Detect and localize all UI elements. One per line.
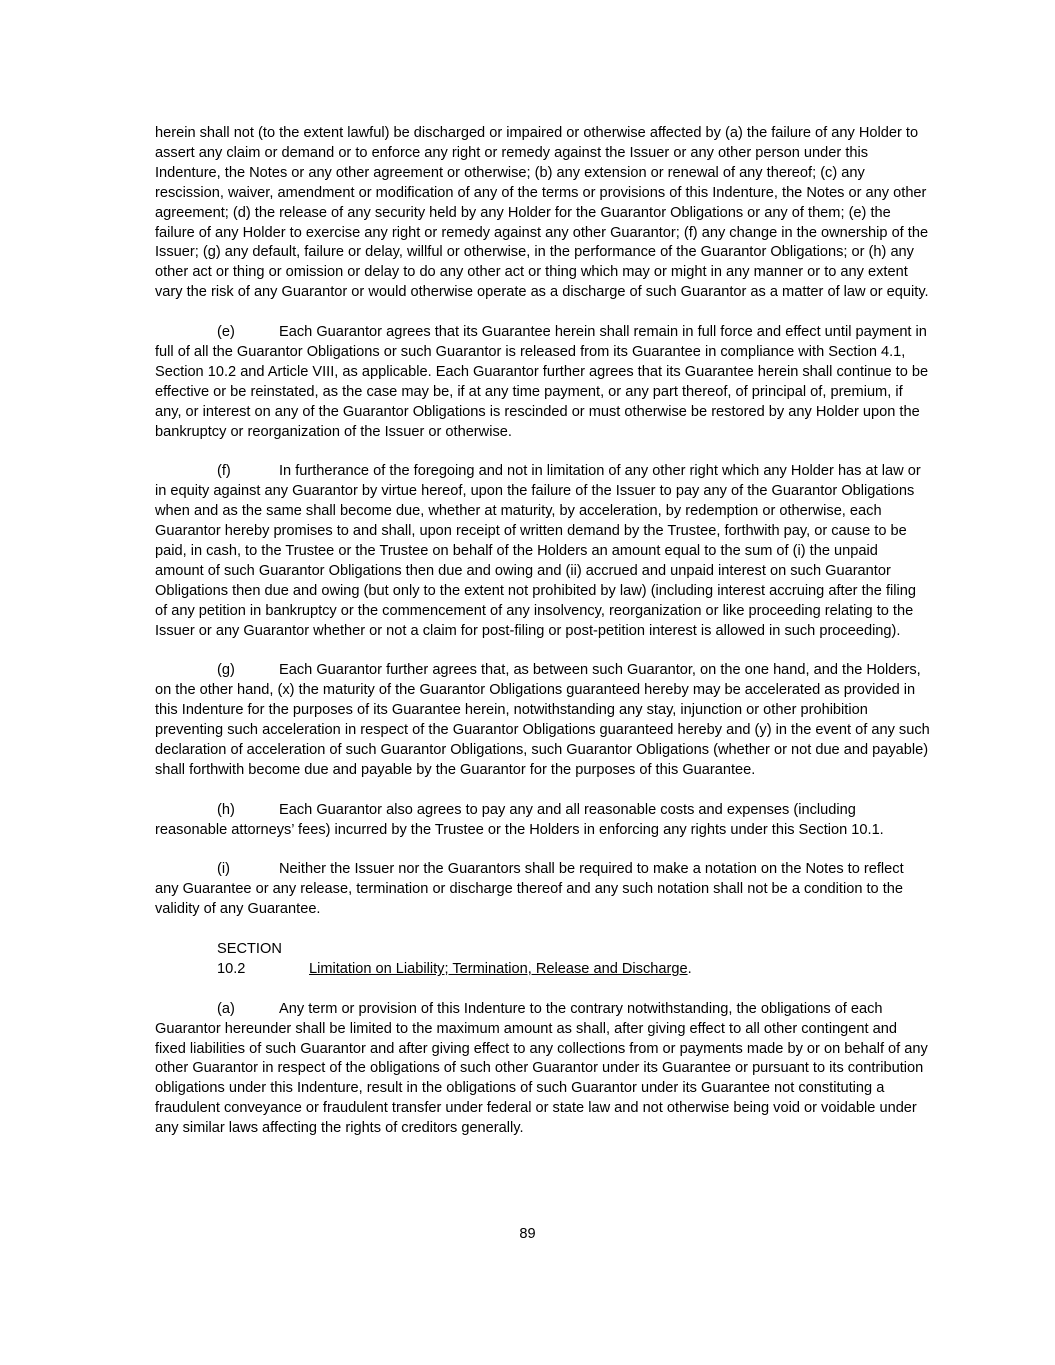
paragraph-number: (e) (217, 324, 235, 341)
paragraph-i (155, 860, 930, 920)
paragraph-text: Each Guarantor agrees that its Guarantee herein shall remain in full force and effect until payment in full of all the Guarantor Obligations or such Guarantor is released from its Guarantee in compliance with Section 4.1, Section 10.2 and Article VIII, as applicable. Each Guarantor further agrees that its Guarantee herein shall continue to be effective or be reinstated, as the case may be, if at any time payment, or any part thereof, of principal of, premium, if any, or interest on any of the Guarantor Obligations is rescinded or must otherwise be restored by any Holder upon the bankruptcy or reorganization of the Issuer or otherwise. (155, 324, 929, 440)
paragraph-text: Any term or provision of this Indenture to the contrary notwithstanding, the obligations of each Guarantor hereunder shall be limited to the maximum amount as shall, after giving effect to all other contingent and fixed liabilities of such Guarantor and after giving effect to any collections from or payments made by or on behalf of any other Guarantor in respect of the obligations of such other Guarantor under its Guarantee or pursuant to its contribution obligations under this Indenture, result in the obligations of such Guarantor under its Guarantee not constituting a fraudulent conveyance or fraudulent transfer under federal or state law and not otherwise being void or voidable under any similar laws affecting the rights of creditors generally. (155, 1000, 928, 1137)
paragraph-number: (g) (217, 662, 235, 679)
paragraph-h (155, 801, 930, 841)
section-title-period: . (687, 960, 692, 977)
paragraph-text: Each Guarantor further agrees that, as between such Guarantor, on the one hand, and the Holders, on the other hand, (x) the maturity of the Guarantor Obligations guaranteed hereby may be accelerated as provided in this Indenture for the purposes of its Guarantee herein, notwithstanding any stay, injunction or other prohibition preventing such acceleration in respect of the Guarantor Obligations guaranteed hereby and (y) in the event of any such declaration of acceleration of such Guarantor Obligations, such Guarantor Obligations (whether or not due and payable) shall forthwith become due and payable by the Guarantor for the purposes of this Guarantee. (155, 662, 930, 778)
paragraph-text: Neither the Issuer nor the Guarantors shall be required to make a notation on the Notes to reflect any Guarantee or any release, termination or discharge thereof and any such notation shall not be a condition to the validity of any Guarantee. (155, 861, 904, 918)
page-number: 89 (519, 1226, 536, 1242)
paragraph-e (155, 323, 930, 442)
paragraph-continuation (155, 124, 930, 303)
section-paragraph-a (155, 1000, 930, 1139)
paragraph-number: (f) (217, 463, 231, 480)
document-page (155, 124, 930, 1159)
paragraph-text: Each Guarantor also agrees to pay any and all reasonable costs and expenses (including reasonable attorneys’ fees) incurred by the Trustee or the Holders in enforcing any rights under this Section 10.1. (155, 801, 884, 838)
paragraph-number: (a) (217, 1000, 235, 1017)
paragraph-f (155, 462, 930, 641)
section-number: SECTION 10.2 (217, 941, 282, 977)
paragraph-text: herein shall not (to the extent lawful) be discharged or impaired or otherwise affected by (a) the failure of any Holder to assert any claim or demand or to enforce any right or remedy against the Issuer or any other person under this Indenture, the Notes or any other agreement or otherwise; (b) any extension or renewal of any thereof; (c) any rescission, waiver, amendment or modification of any of the terms or provisions of this Indenture, the Notes or any other agreement; (d) the release of any security held by any Holder for the Guarantor Obligations or any of them; (e) the failure of any Holder to exercise any right or remedy against any other Guarantor; (f) any change in the ownership of the Issuer; (g) any default, failure or delay, willful or otherwise, in the performance of the Guarantor Obligations; or (h) any other act or thing or omission or delay to do any other act or thing which may or might in any manner or to any extent vary the risk of any Guarantor or would otherwise operate as a discharge of such Guarantor as a matter of law or equity. (155, 125, 929, 301)
paragraph-g (155, 661, 930, 780)
paragraph-number: (h) (217, 801, 235, 818)
section-heading (155, 940, 930, 980)
section-title: Limitation on Liability; Termination, Release and Discharge (309, 960, 688, 977)
paragraph-number: (i) (217, 861, 230, 878)
paragraph-text: In furtherance of the foregoing and not in limitation of any other right which any Holder has at law or in equity against any Guarantor by virtue hereof, upon the failure of the Issuer to pay any of the Guarantor Obligations when and as the same shall become due, whether at maturity, by acceleration, by redemption or otherwise, each Guarantor hereby promises to and shall, upon receipt of written demand by the Trustee, forthwith pay, or cause to be paid, in cash, to the Trustee or the Trustee on behalf of the Holders an amount equal to the sum of (i) the unpaid amount of such Guarantor Obligations then due and owing and (ii) accrued and unpaid interest on such Guarantor Obligations then due and owing (but only to the extent not prohibited by law) (including interest accruing after the filing of any petition in bankruptcy or the commencement of any insolvency, reorganization or like proceeding relating to the Issuer or any Guarantor whether or not a claim for post-filing or post-petition interest is allowed in such proceeding). (155, 463, 921, 639)
